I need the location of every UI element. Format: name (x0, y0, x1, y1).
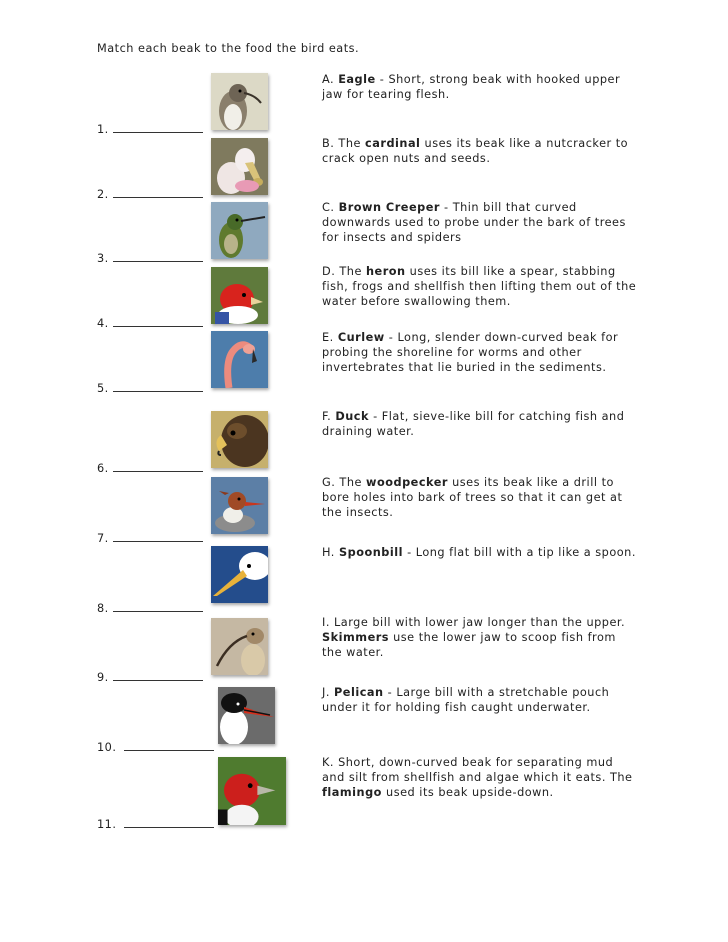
option-f: F. Duck - Flat, sieve-like bill for catching fish and draining water. (322, 410, 625, 438)
answer-blank[interactable] (113, 381, 203, 392)
option-k: K. Short, down-curved beak for separating mud and silt from shellfish and algae which it eats. The flamingo used its beak upside-down. (322, 756, 633, 799)
answer-blank[interactable] (113, 187, 203, 198)
answer-blank[interactable] (113, 601, 203, 612)
hummingbird-photo-icon (211, 202, 268, 259)
option-a: A. Eagle - Short, strong beak with hooked upper jaw for tearing flesh. (322, 73, 621, 101)
creeper-photo-icon (211, 73, 268, 130)
answer-line-6[interactable] (97, 461, 203, 475)
bird-name: Brown Creeper (338, 201, 440, 214)
bird-name: Pelican (334, 686, 384, 699)
answer-number: 1. (97, 123, 109, 136)
answer-blank[interactable] (124, 817, 214, 828)
bird-photo-2 (211, 138, 268, 195)
worksheet-instructions: Match each beak to the food the bird eats. (97, 42, 360, 55)
heron-photo-icon (211, 546, 268, 603)
red-headed-bird-photo-icon (211, 267, 268, 324)
answer-number: 9. (97, 671, 109, 684)
bird-photo-5 (211, 331, 268, 388)
answer-line-11[interactable] (97, 817, 214, 831)
eagle-photo-icon (211, 411, 268, 468)
bird-photo-11 (218, 757, 286, 825)
bird-name: woodpecker (366, 476, 448, 489)
answer-number: 2. (97, 188, 109, 201)
bird-photo-9 (211, 618, 268, 675)
answer-line-3[interactable] (97, 251, 203, 265)
answer-blank[interactable] (113, 670, 203, 681)
answer-line-1[interactable] (97, 122, 203, 136)
answer-number: 4. (97, 317, 109, 330)
bird-photo-4 (211, 267, 268, 324)
woodpecker-photo-icon (218, 757, 286, 825)
answer-number: 10. (97, 741, 117, 754)
option-e: E. Curlew - Long, slender down-curved beak for probing the shoreline for worms and other invertebrates that lie buried in the sediments. (322, 331, 619, 374)
answer-number: 5. (97, 382, 109, 395)
option-b: B. The cardinal uses its beak like a nutcracker to crack open nuts and seeds. (322, 137, 629, 165)
bird-name: heron (365, 265, 406, 278)
answer-number: 6. (97, 462, 109, 475)
bird-name: flamingo (322, 786, 382, 799)
option-j: J. Pelican - Large bill with a stretchable pouch under it for holding fish caught underwater. (322, 686, 610, 714)
answer-line-8[interactable] (97, 601, 203, 615)
answer-line-5[interactable] (97, 381, 203, 395)
bird-photo-7 (211, 477, 268, 534)
answer-blank[interactable] (113, 316, 203, 327)
bird-name: Spoonbill (338, 546, 403, 559)
answer-blank[interactable] (113, 251, 203, 262)
bird-name: Curlew (337, 331, 385, 344)
bird-name: Duck (335, 410, 370, 423)
curlew-photo-icon (211, 618, 268, 675)
option-g: G. The woodpecker uses its beak like a drill to bore holes into bark of trees so that it can get at the insects. (322, 476, 623, 519)
answer-number: 3. (97, 252, 109, 265)
bird-photo-8 (211, 546, 268, 603)
bird-name: cardinal (365, 137, 421, 150)
option-c: C. Brown Creeper - Thin bill that curved downwards used to probe under the bark of trees for insects and spiders (322, 201, 626, 244)
bird-photo-6 (211, 411, 268, 468)
answer-blank[interactable] (124, 740, 214, 751)
flamingo-photo-icon (211, 331, 268, 388)
bird-name: Skimmers (322, 631, 390, 644)
option-d: D. The heron uses its bill like a spear, stabbing fish, frogs and shellfish then lifting them out of the water before swallowing them. (322, 265, 637, 308)
answer-number: 7. (97, 532, 109, 545)
answer-line-2[interactable] (97, 187, 203, 201)
answer-line-9[interactable] (97, 670, 203, 684)
skimmer-photo-icon (218, 687, 275, 744)
answer-number: 8. (97, 602, 109, 615)
bird-photo-3 (211, 202, 268, 259)
bird-photo-10 (218, 687, 275, 744)
answer-line-10[interactable] (97, 740, 214, 754)
answer-blank[interactable] (113, 122, 203, 133)
merganser-photo-icon (211, 477, 268, 534)
answer-number: 11. (97, 818, 117, 831)
spoonbill-photo-icon (211, 138, 268, 195)
answer-blank[interactable] (113, 461, 203, 472)
answer-line-7[interactable] (97, 531, 203, 545)
option-h: H. Spoonbill - Long flat bill with a tip like a spoon. (322, 546, 636, 559)
bird-photo-1 (211, 73, 268, 130)
answer-line-4[interactable] (97, 316, 203, 330)
option-i: I. Large bill with lower jaw longer than the upper. Skimmers use the lower jaw to scoop fish from the water. (322, 616, 626, 659)
answer-blank[interactable] (113, 531, 203, 542)
bird-name: Eagle (338, 73, 376, 86)
